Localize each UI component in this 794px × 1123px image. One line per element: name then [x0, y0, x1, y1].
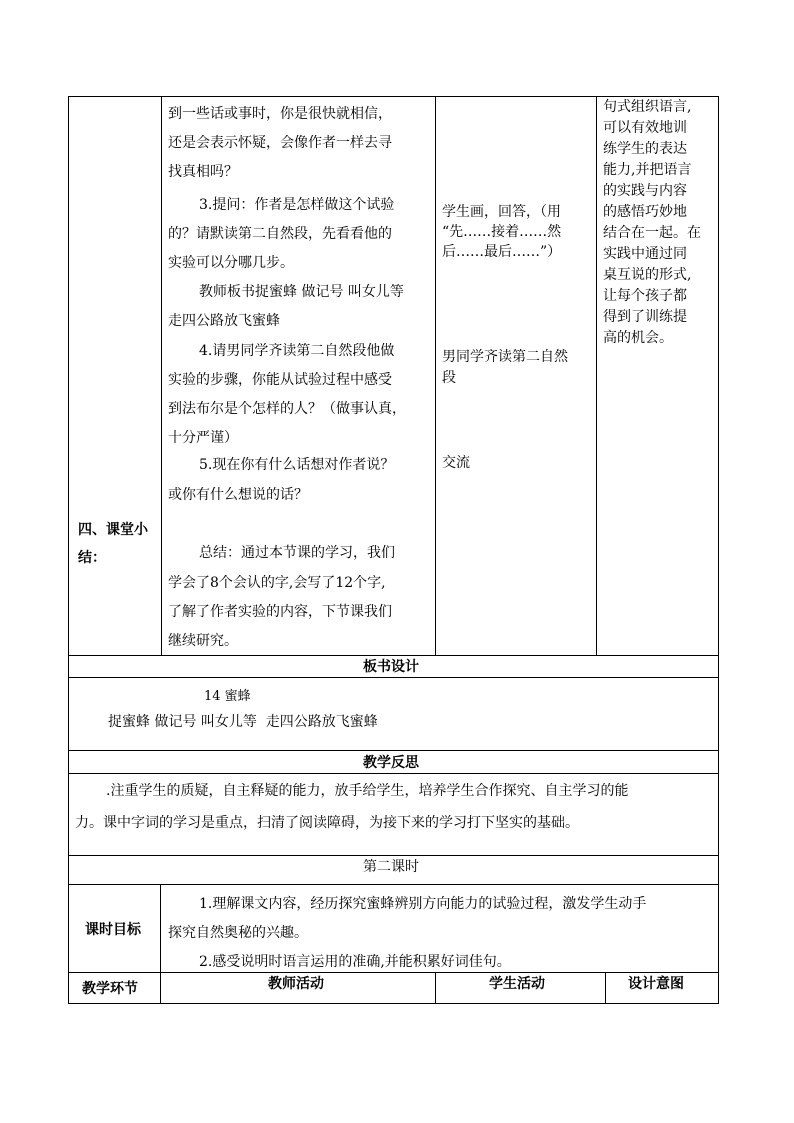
student-line: 男同学齐读第二自然 [442, 349, 568, 365]
column-header-teacher: 教师活动 [268, 976, 324, 992]
teacher-line: 总结：通过本节课的学习，我们 [199, 545, 395, 561]
teacher-line: 5.现在你有什么话想对作者说？ [199, 457, 395, 473]
reflection-line: .注重学生的质疑，自主释疑的能力，放手给学生，培养学生合作探究、自主学习的能 [106, 783, 629, 799]
reflection-header: 教学反思 [363, 755, 419, 771]
table-border-left [68, 96, 69, 1004]
teacher-line: 还是会表示怀疑，会像作者一样去寻 [168, 135, 392, 151]
rule-reflection-header [68, 773, 719, 774]
board-design-title: 14 蜜蜂 [204, 689, 251, 704]
intent-line: 可以有效地训 [603, 120, 687, 136]
intent-line: 高的机会。 [603, 330, 673, 346]
intent-line: 能力,并把语言 [603, 162, 692, 178]
intent-line: 桌互说的形式, [603, 267, 692, 283]
intent-line: 实践中通过同 [603, 246, 687, 262]
student-line: “先……接着……然 [442, 224, 562, 240]
rule-header-student [605, 972, 606, 1003]
teacher-line: 了解了作者实验的内容，下节课我们 [168, 604, 392, 620]
rule-upper-bottom [68, 655, 719, 656]
rule-second-lesson [68, 884, 719, 885]
rule-col-teacher [435, 96, 436, 655]
intent-line: 句式组织语言, [603, 99, 692, 115]
teacher-line: 实验可以分哪几步。 [168, 255, 294, 271]
board-design-header: 板书设计 [363, 659, 419, 675]
student-line: 学生画，回答，（用 [442, 204, 561, 220]
rule-col-student [596, 96, 597, 655]
objectives-line: 2.感受说明时语言运用的准确,并能积累好词佳句。 [199, 954, 511, 970]
table-border-top [68, 96, 719, 97]
rule-objectives-label [160, 884, 161, 1003]
teacher-line: 教师板书捉蜜蜂 做记号 叫女儿等 [199, 284, 404, 300]
rule-col-stage [161, 96, 162, 655]
teacher-line: 找真相吗？ [168, 164, 238, 180]
student-line: 交流 [442, 455, 470, 471]
intent-line: 的感悟巧妙地 [603, 204, 687, 220]
section-label-line-2: 结： [78, 550, 106, 566]
student-line: 段 [442, 370, 456, 386]
table-border-bottom [68, 1003, 719, 1004]
intent-line: 结合在一起。在 [603, 225, 701, 241]
column-header-intent: 设计意图 [628, 976, 684, 992]
intent-line: 让每个孩子都 [603, 288, 687, 304]
student-line: 后……最后……”） [442, 244, 562, 260]
column-header-stage: 教学环节 [82, 981, 138, 997]
teacher-line: 到法布尔是个怎样的人？（做事认真， [168, 401, 406, 417]
table-border-right [718, 96, 719, 1004]
rule-objectives-bottom [68, 972, 719, 973]
intent-line: 的实践与内容 [603, 183, 687, 199]
objectives-line: 探究自然奥秘的兴趣。 [168, 925, 308, 941]
rule-board-bottom [68, 750, 719, 751]
rule-header-teacher [435, 972, 436, 1003]
teacher-line: 十分严谨） [168, 430, 238, 446]
teacher-line: 继续研究。 [168, 633, 238, 649]
intent-line: 得到了训练提 [603, 309, 687, 325]
reflection-line: 力。课中字词的学习是重点，扫清了阅读障碍，为接下来的学习打下坚实的基础。 [75, 815, 579, 831]
teacher-line: 实验的步骤，你能从试验过程中感受 [168, 372, 392, 388]
rule-reflection-bottom [68, 855, 719, 856]
objectives-line: 1.理解课文内容，经历探究蜜蜂辨别方向能力的试验过程，激发学生动手 [199, 896, 647, 912]
teacher-line: 4.请男同学齐读第二自然段他做 [199, 343, 395, 359]
section-label-line-1: 四、课堂小 [78, 522, 148, 538]
rule-board-header [68, 677, 719, 678]
teacher-line: 学会了8个会认的字,会写了12个字, [168, 575, 386, 591]
teacher-line: 的？请默读第二自然段，先看看他的 [168, 226, 392, 242]
objectives-label: 课时目标 [85, 922, 141, 938]
board-design-content: 捉蜜蜂 做记号 叫女儿等 走四公路放飞蜜蜂 [108, 714, 378, 730]
teacher-line: 3.提问：作者是怎样做这个试验 [199, 197, 395, 213]
intent-line: 练学生的表达 [603, 141, 687, 157]
column-header-student: 学生活动 [489, 976, 545, 992]
teacher-line: 到一些话或事时，你是很快就相信， [168, 106, 392, 122]
teacher-line: 走四公路放飞蜜蜂 [168, 313, 280, 329]
teacher-line: 或你有什么想说的话？ [168, 487, 308, 503]
second-lesson-header: 第二课时 [363, 859, 419, 875]
